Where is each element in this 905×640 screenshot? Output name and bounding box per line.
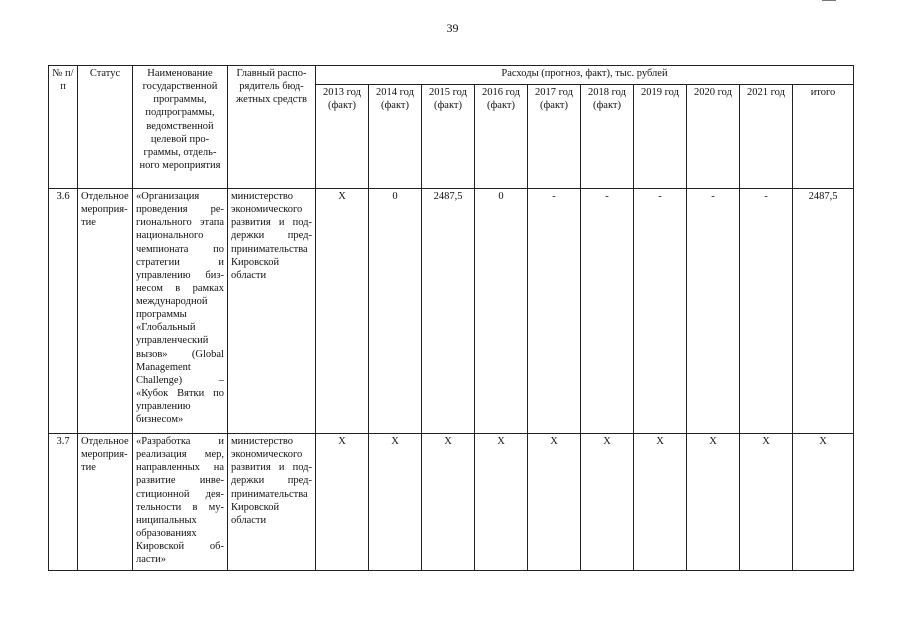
header-manager: Главный распорядитель бюджетных средств (228, 66, 316, 189)
header-year: 2015 год (факт) (422, 85, 475, 189)
row-value: Х (369, 434, 422, 571)
row-total: Х (793, 434, 854, 571)
row-number: 3.6 (49, 189, 78, 434)
header-number: № п/п (49, 66, 78, 189)
header-year: 2014 год (факт) (369, 85, 422, 189)
row-value: 2487,5 (422, 189, 475, 434)
row-number: 3.7 (49, 434, 78, 571)
row-name: «Разработка и реализация мер, направленных на развитие инвестиционной деятельности в муниципальных образованиях Кировской области» (133, 434, 228, 571)
header-status: Статус (78, 66, 133, 189)
row-value: Х (687, 434, 740, 571)
row-value: Х (316, 434, 369, 571)
row-value: Х (475, 434, 528, 571)
header-year: 2021 год (740, 85, 793, 189)
budget-table (48, 65, 854, 571)
header-year: 2016 год (факт) (475, 85, 528, 189)
row-value: Х (740, 434, 793, 571)
row-value: - (581, 189, 634, 434)
row-value: Х (634, 434, 687, 571)
header-total: итого (793, 85, 854, 189)
page-number: 39 (446, 21, 459, 35)
header-row-1 (49, 66, 854, 85)
row-value: - (634, 189, 687, 434)
row-value: Х (581, 434, 634, 571)
row-manager: министерство экономического развития и поддержки предпринимательства Кировской области (228, 189, 316, 434)
row-value: Х (422, 434, 475, 571)
row-value: Х (316, 189, 369, 434)
row-value: - (740, 189, 793, 434)
corner-mark (822, 0, 836, 4)
row-value: 0 (369, 189, 422, 434)
row-value: Х (528, 434, 581, 571)
table-row (49, 189, 854, 434)
header-year: 2018 год (факт) (581, 85, 634, 189)
header-year: 2017 год (факт) (528, 85, 581, 189)
header-year: 2020 год (687, 85, 740, 189)
row-value: - (528, 189, 581, 434)
row-status: Отдельное мероприятие (78, 434, 133, 571)
header-year: 2013 год (факт) (316, 85, 369, 189)
row-name: «Организация проведения регионального этапа национального чемпионата по стратегии и управлению бизнесом в рамках международной программы «Глобальный управленческий вызов» (Global Management Challenge) – «Кубок Вятки по управлению бизнесом» (133, 189, 228, 434)
table-row (49, 434, 854, 571)
header-year: 2019 год (634, 85, 687, 189)
row-value: - (687, 189, 740, 434)
row-value: 0 (475, 189, 528, 434)
row-status: Отдельное мероприятие (78, 189, 133, 434)
row-total: 2487,5 (793, 189, 854, 434)
header-name: Наименование государственной программы, подпрограммы, ведомственной целевой программы, отдельного мероприятия (133, 66, 228, 189)
header-expenses: Расходы (прогноз, факт), тыс. рублей (316, 66, 854, 85)
row-manager: министерство экономического развития и поддержки предпринимательства Кировской области (228, 434, 316, 571)
